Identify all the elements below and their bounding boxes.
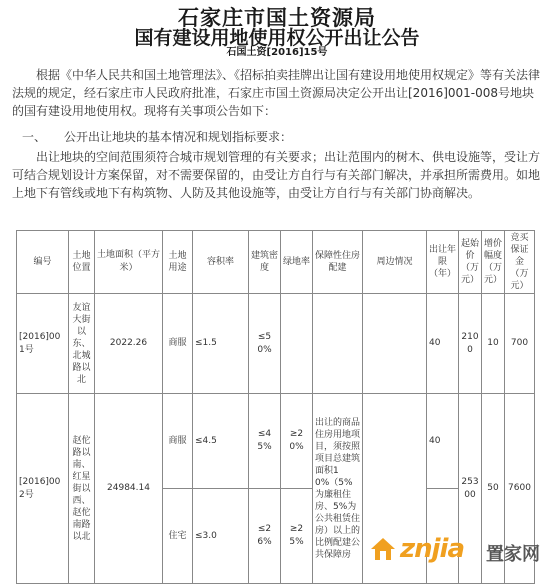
watermark-brand: znjia xyxy=(400,534,465,564)
header-cell: 增价幅度（万元） xyxy=(482,231,505,294)
cell-density: ≤50% xyxy=(249,294,281,394)
house-logo-icon xyxy=(370,536,396,562)
cell-green xyxy=(281,294,313,394)
cell-increment: 50 xyxy=(482,394,505,584)
cell-increment: 10 xyxy=(482,294,505,394)
header-cell: 起始价（万元） xyxy=(459,231,482,294)
cell-density: ≤45% xyxy=(249,394,281,489)
header-cell: 绿地率 xyxy=(281,231,313,294)
cell-surroundings xyxy=(363,294,427,394)
document-number: 石国土资[2016]15号 xyxy=(226,47,328,58)
cell-density: ≤26% xyxy=(249,489,281,584)
cell-start-price: 2100 xyxy=(459,294,482,394)
site-watermark xyxy=(370,530,550,570)
cell-deposit: 700 xyxy=(505,294,535,394)
table-header-row xyxy=(17,231,535,294)
header-cell: 土地面积（平方米） xyxy=(95,231,163,294)
header-cell: 周边情况 xyxy=(363,231,427,294)
cell-use: 商服 xyxy=(163,394,193,489)
cell-far: ≤4.5 xyxy=(193,394,249,489)
cell-use: 商服 xyxy=(163,294,193,394)
header-cell: 土地用途 xyxy=(163,231,193,294)
cell-location: 友谊大街以东、北城路以北 xyxy=(69,294,95,394)
header-cell: 竞买保证金（万元） xyxy=(505,231,535,294)
cell-years: 40 xyxy=(427,294,459,394)
header-cell: 保障性住房配建 xyxy=(313,231,363,294)
title-line1: 石家庄市国土资源局 xyxy=(178,5,376,30)
cell-area: 2022.26 xyxy=(95,294,163,394)
cell-area: 24984.14 xyxy=(95,394,163,584)
cell-far: ≤1.5 xyxy=(193,294,249,394)
cell-id: [2016]001号 xyxy=(17,294,69,394)
cell-start-price: 25300 xyxy=(459,394,482,584)
header-cell: 出让年限（年） xyxy=(427,231,459,294)
header-cell: 建筑密度 xyxy=(249,231,281,294)
cell-housing: 出让的商品住房用地项目，须按照项目总建筑面积10%（5%为廉租住房、5%为公共租赁住房）以上的比例配建公共保障房 xyxy=(313,394,363,584)
cell-green: ≥20% xyxy=(281,394,313,489)
cell-green: ≥25% xyxy=(281,489,313,584)
title-line2: 国有建设用地使用权公开出让公告 xyxy=(134,27,420,49)
cell-housing xyxy=(313,294,363,394)
table-row xyxy=(17,394,535,489)
cell-deposit: 7600 xyxy=(505,394,535,584)
cell-far: ≤3.0 xyxy=(193,489,249,584)
header-cell: 土地位置 xyxy=(69,231,95,294)
watermark-brand-cn: 置家网 xyxy=(486,544,540,565)
header-cell: 容积率 xyxy=(193,231,249,294)
cell-use: 住宅 xyxy=(163,489,193,584)
intro-paragraph: 根据《中华人民共和国土地管理法》、《招标拍卖挂牌出让国有建设用地使用权规定》等有关法律法规的规定，经石家庄市人民政府批准，石家庄市国土资源局决定公开出让[2016]001-008号地块的国有建设用地使用权。现将有关事项公告如下： xyxy=(12,68,541,118)
planning-paragraph: 出让地块的空间范围须符合城市规划管理的有关要求；出让范围内的树木、供电设施等，受让方可结合规划设计方案保留，对不需要保留的，由受让方自行与有关部门解决，并承担所需费用。如地上地下有管线或地下有构筑物、人防及其他设施等，由受让方自行与有关部门协商解决。 xyxy=(12,150,541,200)
cell-id: [2016]002号 xyxy=(17,394,69,584)
cell-years: 40 xyxy=(427,394,459,489)
section-heading: 一、 公开出让地块的基本情况和规划指标要求： xyxy=(22,130,293,144)
table-row xyxy=(17,294,535,394)
cell-location: 赵佗路以南、红星街以西、赵佗南路以北 xyxy=(69,394,95,584)
header-cell: 编号 xyxy=(17,231,69,294)
